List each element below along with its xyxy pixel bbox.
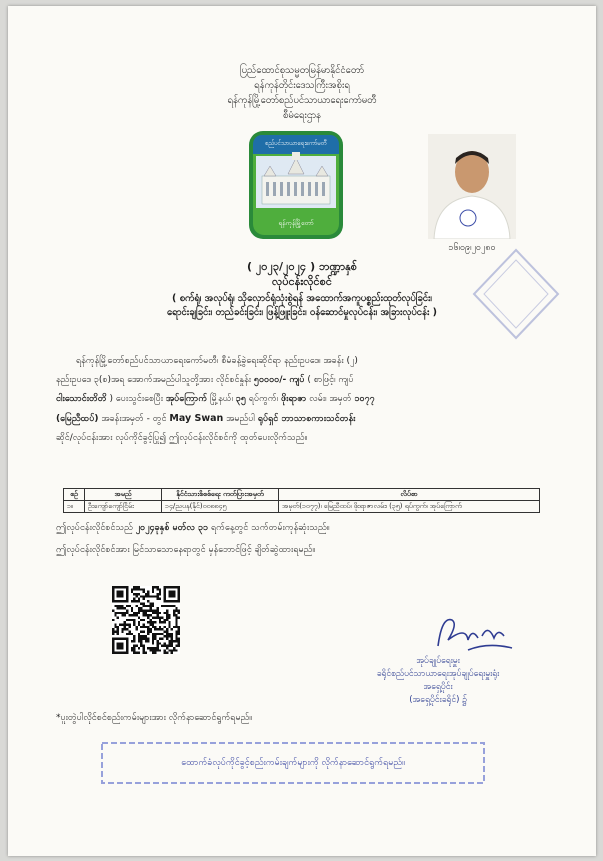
signatory-title-4: (အရှေ့ပိုင်းခရိုင်) ၌ (409, 695, 467, 705)
business-type: ရုပ်ရှင် ဘာသာစကားသင်တန်း (257, 414, 356, 424)
license-fee-words: ငါးသောင်းတိတိ (56, 394, 107, 404)
body-text: နည်းဥပဒေ ၃(စ)အရ အောက်အမည်ပါသူတို့အား လိုင်စင်နှုန်း (56, 375, 252, 385)
body-paragraph (56, 352, 546, 448)
body-text: အမည်ပါ (226, 414, 255, 424)
body-line-5: ဆိုင်/လုပ်ငန်းအား လုပ်ကိုင်ခွင့်ပြု၍ ဤလုပ်ငန်းလိုင်စင်ကို ထုတ်ပေးလိုက်သည်။ (56, 433, 308, 443)
col-header-nrc: နိုင်ငံသားစိစစ်ရေး ကတ်ပြားအမှတ် (162, 489, 279, 501)
township: အုပ်ကြောက် (165, 394, 208, 404)
body-line-3 (56, 390, 546, 409)
footer-note: *ပူးတွဲပါလိုင်စင်စည်းကမ်းများအား လိုက်နာဆောင်ရွက်ရမည်။ (56, 713, 253, 723)
street-name: ဖိုးရာဇာ (281, 394, 307, 404)
body-line-1: ရန်ကုန်မြို့တော်စည်ပင်သာယာရေးကော်မတီ၊ စီမံခန့်ခွဲရေးဆိုင်ရာ နည်းဥပဒေ၊ အခန်း (၂) (76, 356, 358, 366)
license-subtitle-1: ( စက်ရုံ၊ အလုပ်ရုံ၊ သိုလှောင်ရုံသုံးစွဲရန် အထောက်အကူပစ္စည်းထုတ်လုပ်ခြင်း၊ (172, 293, 432, 304)
table-cell: အမှတ်(၁၀၇၇)၊ မြေညီထပ်၊ ဖိုးရာဇာလမ်း၊ (၃၅) ရပ်ကွက်၊ အုပ်ကြောက် (279, 501, 540, 513)
body-line-2 (56, 371, 546, 390)
owner-name: May Swan (169, 413, 224, 424)
body-text: အခန်းအမှတ် - တွင် (101, 414, 167, 424)
col-header-no: စဉ် (64, 489, 85, 501)
table-header-row (64, 489, 540, 501)
body-text: လမ်း၊ အမှတ် (309, 394, 352, 404)
validity-text: ရက်နေ့တွင် သက်တမ်းကုန်ဆုံးသည်။ (211, 523, 330, 533)
signatory-title-2: ခရိုင်စည်ပင်သာယာရေးအုပ်ချုပ်ရေးမှူးရုံး (376, 669, 500, 679)
expiry-date: ၂၀၂၄ခုနှစ် မတ်လ ၃၁ (135, 523, 209, 533)
body-text: မြို့နယ်၊ (210, 394, 233, 404)
table-cell: ၁၄/ညပန(နိုင်)၀၀၈၈၄၅ (162, 501, 279, 513)
city-hall-logo (248, 130, 344, 240)
table-cell: ၁။ (64, 501, 85, 513)
bottom-stamp-text: ထောက်ခံလုပ်ကိုင်ခွင့်စည်းကမ်းချက်များကို လိုက်နာဆောင်ရွက်ရမည်။ (181, 758, 405, 768)
license-year: ( ၂၀၂၃/၂၀၂၄ ) ဘဏ္ဍာနှစ် (247, 260, 357, 273)
signature (408, 606, 538, 656)
license-title: လုပ်ငန်းလိုင်စင် (272, 275, 332, 288)
table-row (64, 501, 540, 513)
licensee-table (63, 488, 540, 513)
ward-number: ၃၅ (235, 394, 246, 404)
body-text: ( စာဖြင့်၊ ကျပ် (307, 375, 354, 385)
license-subtitle-2: ရောင်းချခြင်း၊ တည်ခင်းခြင်း၊ ဖြန့်ဖြူးခြင်း၊ ဝန်ဆောင်မှုလုပ်ငန်း၊ အခြားလုပ်ငန်း ) (166, 307, 438, 318)
table-cell: ဦးကျော်ကျော်ငြိမ်း (85, 501, 162, 513)
body-text: ) ပေးသွင်းစေပြီး (109, 394, 163, 404)
signatory-title-1: အုပ်ချုပ်ရေးမှူး (416, 656, 460, 666)
header-line-3: ရန်ကုန်မြို့တော်စည်ပင်သာယာရေးကော်မတီ (227, 95, 377, 106)
validity-line-1 (56, 521, 546, 535)
col-header-address: လိပ်စာ (279, 489, 540, 501)
signatory-title-3: အရှေ့ပိုင်း (423, 682, 453, 692)
header-line-4: စီမံရေးဌာန (283, 110, 321, 121)
col-header-name: အမည် (85, 489, 162, 501)
validity-text: ဤလုပ်ငန်းလိုင်စင်သည် (56, 523, 133, 533)
body-text: ရပ်ကွက်၊ (248, 394, 279, 404)
qr-code (112, 586, 180, 654)
logo-top-text: စည်ပင်သာယာရေးကော်မတီ (265, 140, 327, 147)
body-line-4 (56, 409, 546, 429)
validity-line-2: ဤလုပ်ငန်းလိုင်စင်အား မြင်သာသောနေရာတွင် မှန်ဘောင်ဖြင့် ချိတ်ဆွဲထားရမည်။ (56, 545, 316, 555)
license-document (8, 6, 596, 856)
header-line-2: ရန်ကုန်တိုင်းဒေသကြီးအစိုးရ (254, 80, 350, 91)
header-line-1: ပြည်ထောင်စုသမ္မတမြန်မာနိုင်ငံတော် (240, 65, 364, 76)
applicant-photo (428, 134, 516, 239)
license-fee: ၅၀၀၀၀/- ကျပ် (253, 375, 305, 385)
house-number: ၁၀၇၇ (354, 394, 375, 404)
floor: (မြေညီထပ်) (56, 414, 99, 424)
photo-date: ၁၆၊၀၉၊၂၀၂၈၀ (448, 243, 496, 253)
logo-bottom-text: ရန်ကုန်မြို့တော် (278, 219, 314, 227)
